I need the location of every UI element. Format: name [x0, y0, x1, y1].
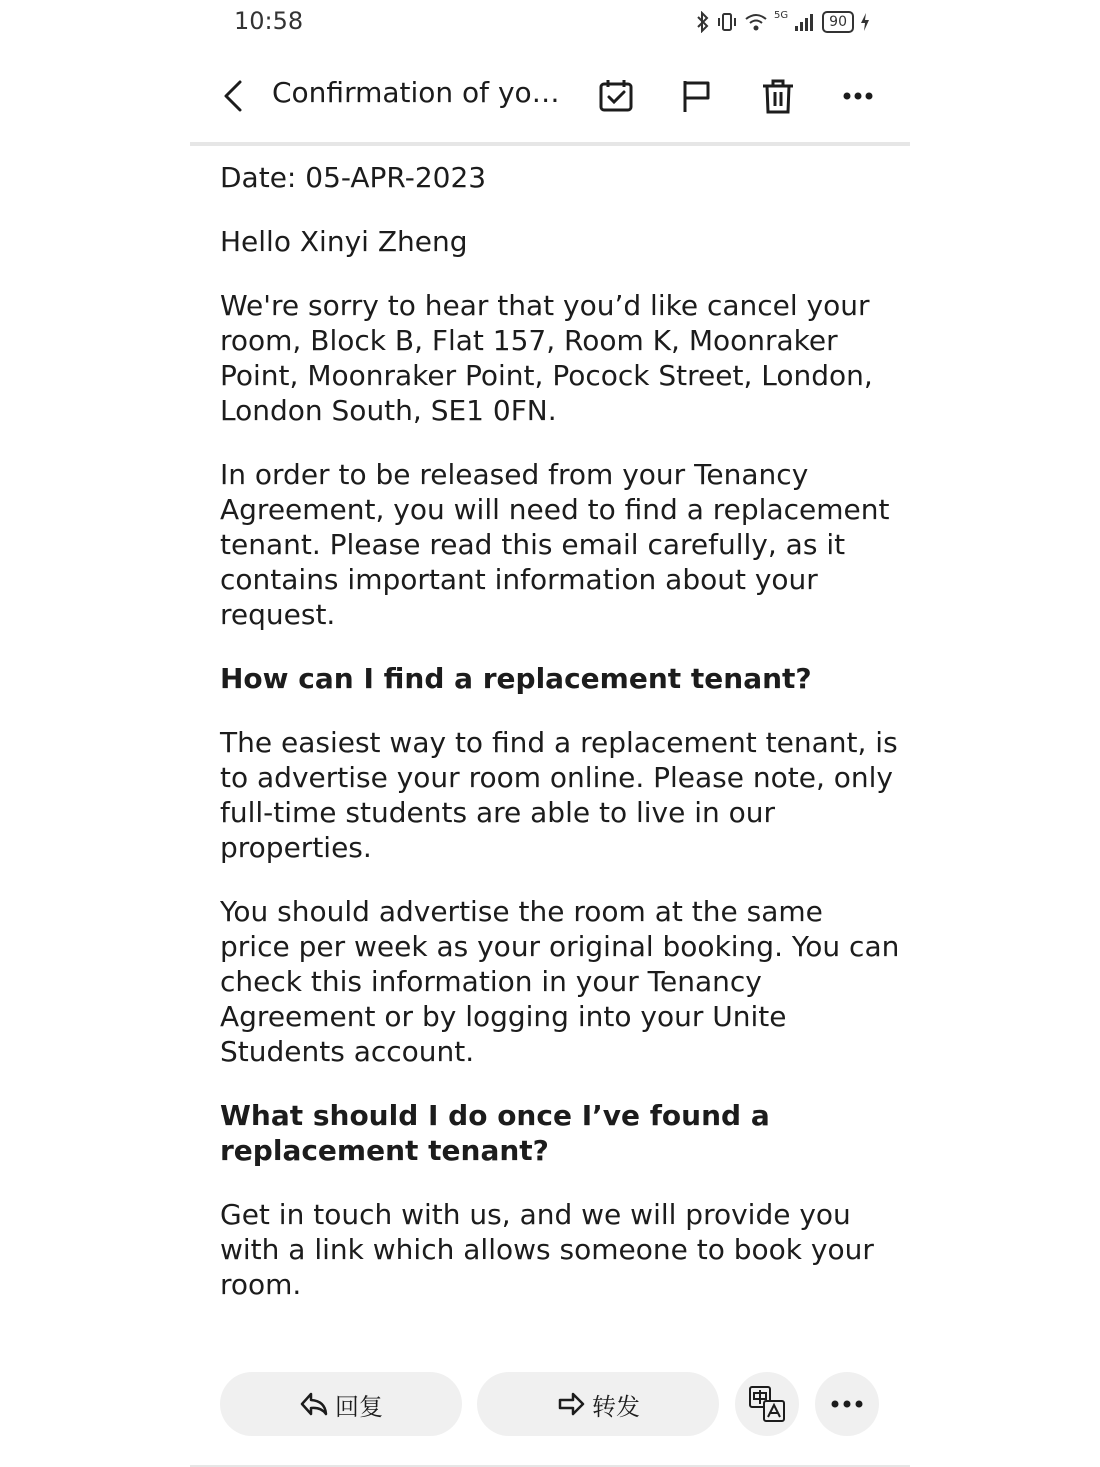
email-paragraph: The easiest way to find a replacement tenant, is to advertise your room online. Please note, only full-time students are able to live in our properties. — [220, 726, 898, 864]
status-time: 10:58 — [234, 7, 304, 35]
reply-button[interactable] — [220, 1372, 462, 1436]
reply-label: 回复 — [335, 1392, 383, 1421]
forward-label: 转发 — [592, 1392, 640, 1421]
translate-icon — [747, 1384, 787, 1424]
email-paragraph: You should advertise the room at the same price per week as your original booking. You can check this information in your Tenancy Agreement or by logging into your Unite Students account. — [220, 895, 900, 1068]
status-bar — [190, 0, 910, 44]
email-heading: What should I do once I’ve found a replacement tenant? — [220, 1099, 770, 1167]
delete-icon[interactable] — [758, 76, 798, 116]
network-type-label: 5G — [774, 10, 789, 21]
more-icon — [830, 1399, 864, 1409]
email-paragraph: We're sorry to hear that you’d like cancel your room, Block B, Flat 157, Room K, Moonraker Point, Moonraker Point, Pocock Street, London, London South, SE1 0FN. — [220, 289, 873, 427]
status-icons — [696, 10, 870, 34]
bottom-action-bar — [190, 1336, 910, 1467]
email-date: Date: 05-APR-2023 — [220, 161, 487, 194]
email-body — [220, 160, 900, 1395]
email-subject: Confirmation of yo… — [272, 76, 560, 109]
battery-indicator: 90 — [822, 11, 854, 33]
email-heading: How can I find a replacement tenant? — [220, 662, 812, 695]
translate-button[interactable] — [735, 1372, 799, 1436]
forward-icon — [556, 1391, 586, 1417]
email-greeting: Hello Xinyi Zheng — [220, 225, 468, 258]
more-icon[interactable] — [838, 76, 878, 116]
email-paragraph: In order to be released from your Tenancy Agreement, you will need to find a replacement tenant. Please read this email carefully, as it contains important information about your request. — [220, 458, 890, 631]
forward-button[interactable] — [477, 1372, 719, 1436]
reply-icon — [299, 1391, 329, 1417]
email-paragraph: Get in touch with us, and we will provide you with a link which allows someone to book your room. — [220, 1198, 874, 1301]
vibrate-icon — [716, 11, 738, 33]
email-toolbar — [190, 56, 910, 146]
charging-icon — [860, 12, 870, 32]
more-actions-button[interactable] — [815, 1372, 879, 1436]
bluetooth-icon — [696, 11, 710, 33]
signal-icon — [794, 12, 816, 32]
wifi-icon — [744, 11, 768, 33]
mark-done-icon[interactable] — [596, 76, 636, 116]
flag-icon[interactable] — [676, 76, 716, 116]
back-icon[interactable] — [214, 74, 254, 118]
